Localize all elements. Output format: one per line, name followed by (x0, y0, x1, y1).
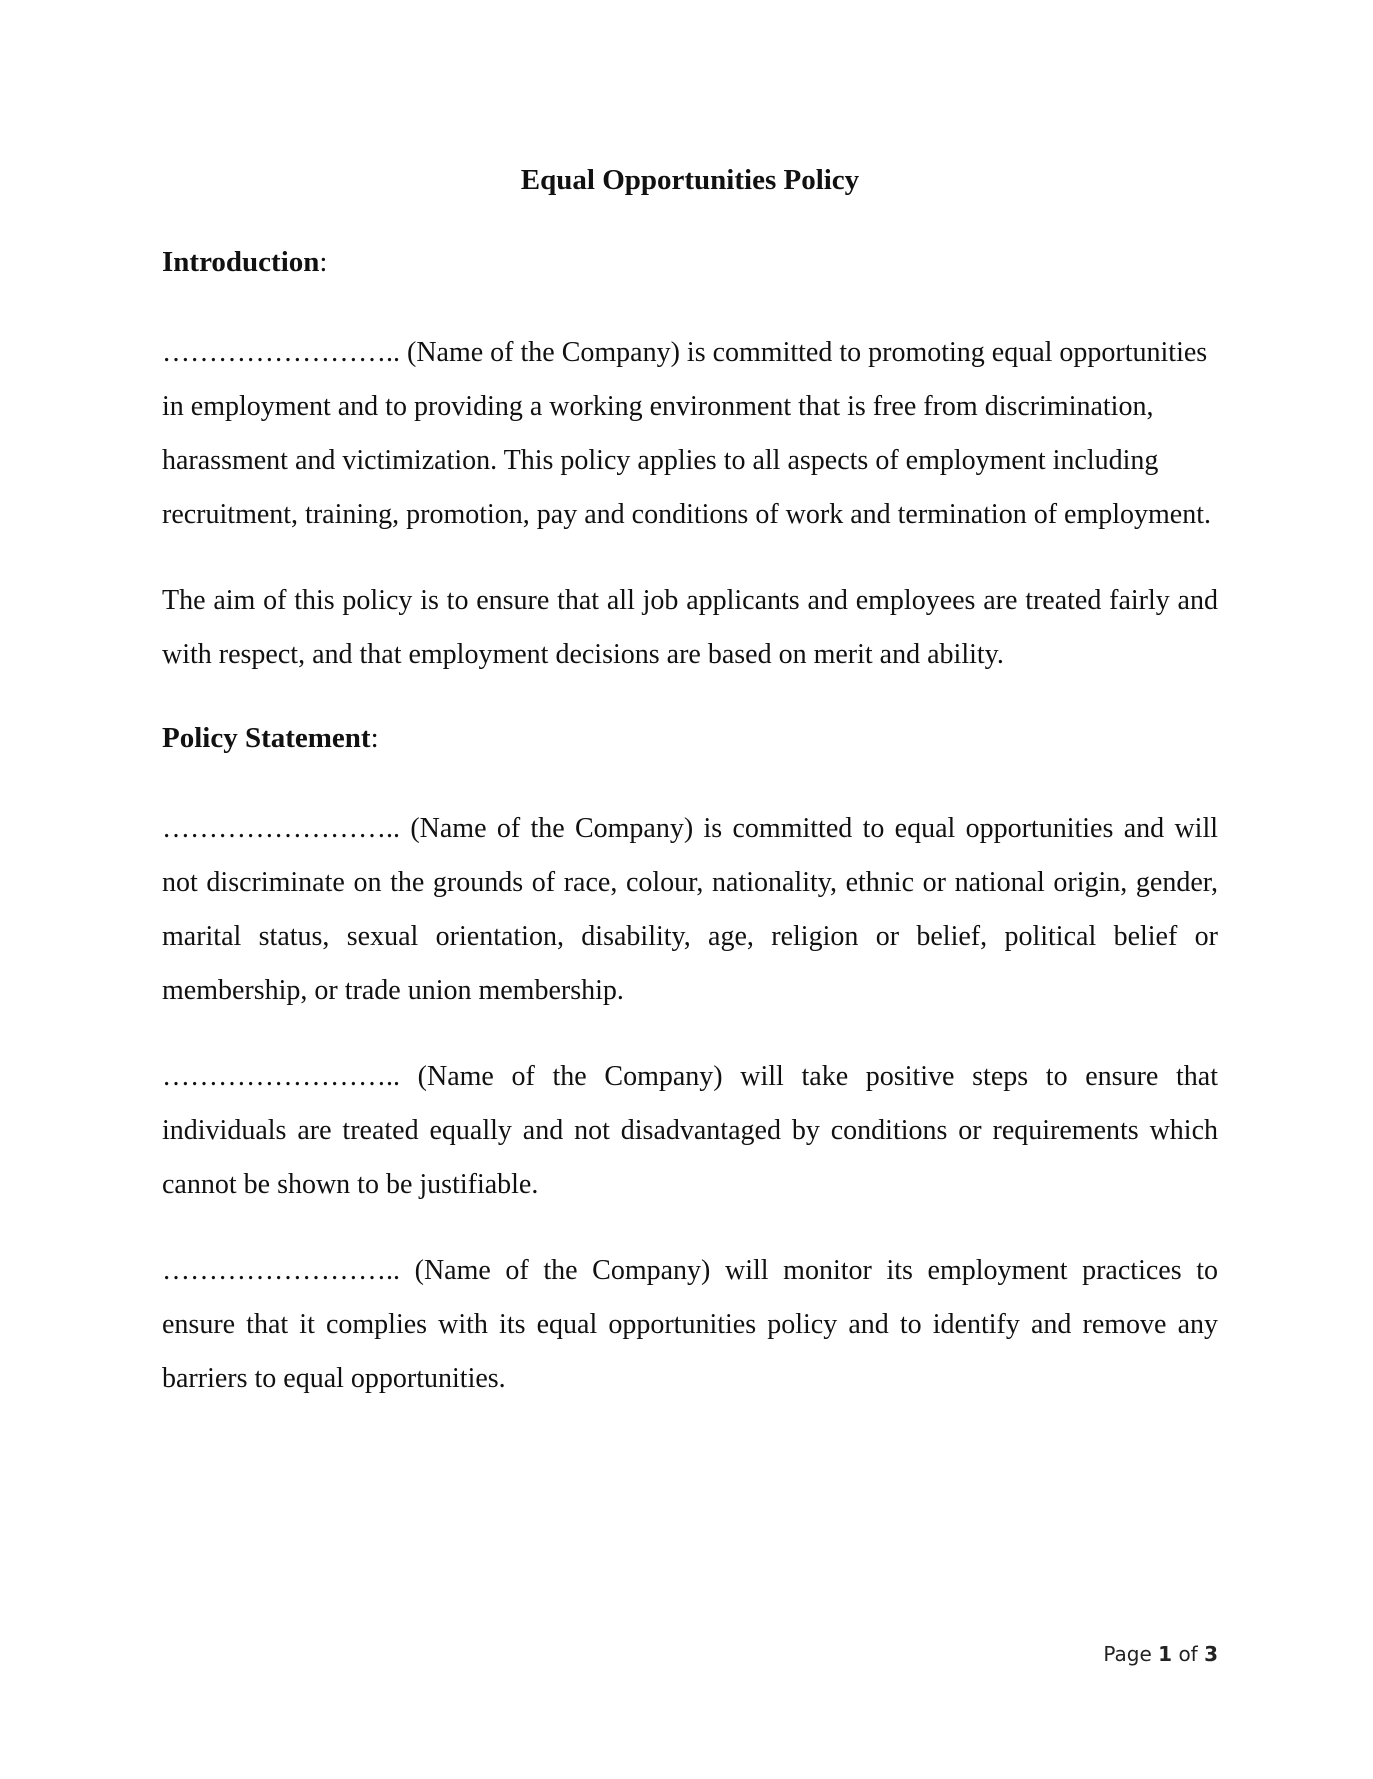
section-heading-label: Introduction (162, 246, 320, 278)
page-word: Page (1103, 1642, 1152, 1666)
document-body (162, 160, 1218, 1438)
heading-colon: : (370, 722, 379, 754)
policy-paragraph-3: …………………….. (Name of the Company) will monitor its employment practices to ensure that it complies with its equal opportunities policy and to identify and remove any barriers to equal opportunities. (162, 1255, 1218, 1394)
section-heading-introduction (162, 242, 1218, 282)
of-word: of (1178, 1642, 1198, 1666)
page-number-footer (1103, 1642, 1218, 1666)
heading-colon: : (319, 246, 328, 278)
policy-paragraph-1: …………………….. (Name of the Company) is committed to equal opportunities and will not discriminate on the grounds of race, colour, nationality, ethnic or national origin, gender, marital status, sexual orientation, disability, age, religion or belief, political belief or membership, or trade union membership. (162, 813, 1218, 1006)
intro-paragraph-2: The aim of this policy is to ensure that all job applicants and employees are treated fairly and with respect, and that employment decisions are based on merit and ability. (162, 585, 1218, 670)
section-heading-policy-statement (162, 718, 1218, 758)
document-title: Equal Opportunities Policy (520, 164, 860, 196)
intro-paragraph-1: …………………….. (Name of the Company) is committed to promoting equal opportunities in employment and to providing a working environment that is free from discrimination, harassment and victimization. This policy applies to all aspects of employment including recruitment, training, promotion, pay and conditions of work and termination of employment. (162, 337, 1211, 530)
policy-paragraph-2: …………………….. (Name of the Company) will take positive steps to ensure that individuals are treated equally and not disadvantaged by conditions or requirements which cannot be shown to be justifiable. (162, 1061, 1218, 1200)
total-pages-number: 3 (1204, 1642, 1218, 1666)
section-heading-label: Policy Statement (162, 722, 371, 754)
current-page-number: 1 (1158, 1642, 1173, 1666)
